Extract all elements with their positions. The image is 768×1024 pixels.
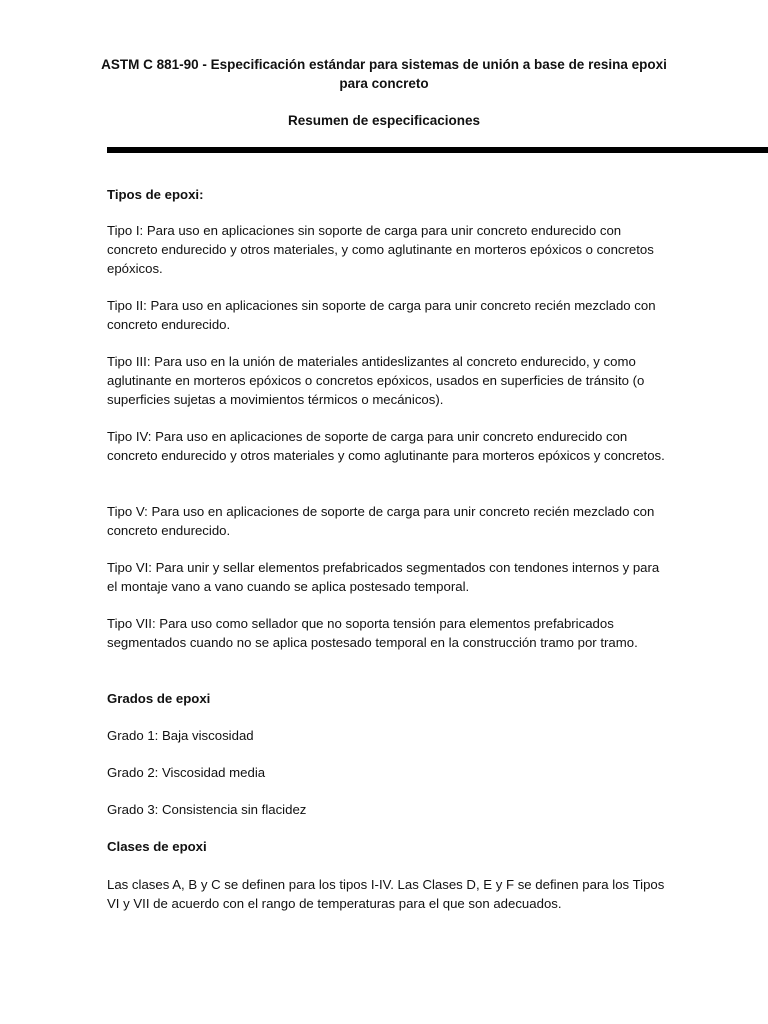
grade-2-item: Grado 2: Viscosidad media: [107, 765, 266, 780]
type-vii-paragraph: Tipo VII: Para uso como sellador que no soporta tensión para elementos prefabricados segmentados cuando no se aplica postesado temporal en la construcción tramo por tramo.: [107, 616, 638, 650]
document-subtitle: Resumen de especificaciones: [287, 113, 481, 128]
type-ii-paragraph: Tipo II: Para uso en aplicaciones sin soporte de carga para unir concreto recién mezclado con concreto endurecido.: [107, 298, 656, 332]
type-v-paragraph: Tipo V: Para uso en aplicaciones de soporte de carga para unir concreto recién mezclado con concreto endurecido.: [107, 504, 655, 538]
type-iii-paragraph: Tipo III: Para uso en la unión de materiales antideslizantes al concreto endurecido, y como aglutinante en morteros epóxicos o concretos epóxicos, usados en superficies de tránsito (o superficies sujetas a movimientos térmicos o mecánicos).: [107, 354, 645, 407]
types-heading: Tipos de epoxi:: [107, 187, 204, 202]
grade-1-item: Grado 1: Baja viscosidad: [107, 728, 254, 743]
grade-3-item: Grado 3: Consistencia sin flacidez: [107, 802, 307, 817]
type-vi-paragraph: Tipo VI: Para unir y sellar elementos prefabricados segmentados con tendones internos y para el montaje vano a vano cuando se aplica postesado temporal.: [107, 560, 660, 594]
type-iv-paragraph: Tipo IV: Para uso en aplicaciones de soporte de carga para unir concreto endurecido con concreto endurecido y otros materiales y como aglutinante para morteros epóxicos y concretos.: [107, 429, 665, 463]
classes-heading: Clases de epoxi: [107, 839, 207, 854]
grades-heading: Grados de epoxi: [107, 691, 211, 706]
classes-paragraph: Las clases A, B y C se definen para los tipos I-IV. Las Clases D, E y F se definen para los Tipos VI y VII de acuerdo con el rango de temperaturas para el que son adecuados.: [107, 877, 665, 911]
document-title: ASTM C 881-90 - Especificación estándar para sistemas de unión a base de resina epoxi para concreto: [101, 57, 667, 91]
horizontal-rule: [107, 147, 768, 153]
type-i-paragraph: Tipo I: Para uso en aplicaciones sin soporte de carga para unir concreto endurecido con concreto endurecido y otros materiales, y como aglutinante en morteros epóxicos o concretos epóxicos.: [107, 223, 654, 276]
